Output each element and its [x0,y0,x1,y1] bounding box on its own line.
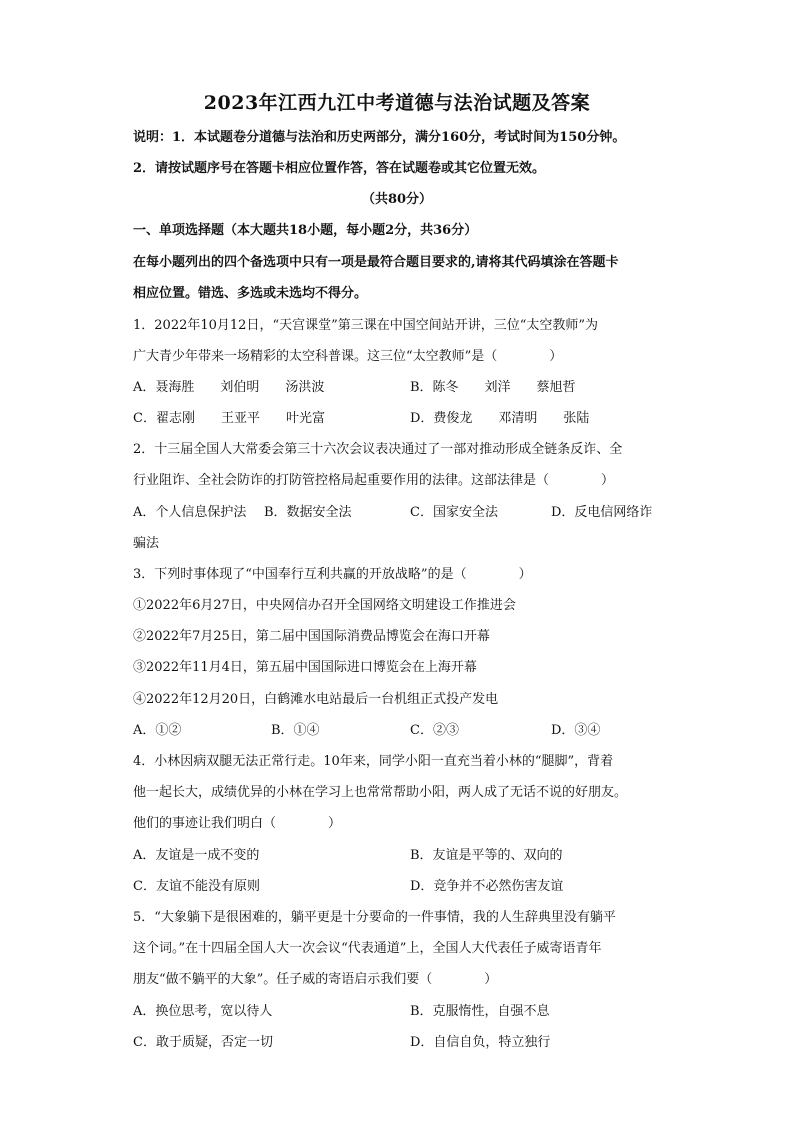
q3-item-2: ②2022年7月25日，第二届中国国际消费品博览会在海口开幕 [133,629,490,644]
q2-option-a: A．个人信息保护法 [133,505,247,520]
q5-option-a: A．换位思考，宽以待人 [133,1004,273,1019]
q1-option-c: C．翟志刚 王亚平 叶光富 [133,411,325,426]
q5-stem-line-3: 朋友“做不躺平的大象”。任子威的寄语启示我们要（ ） [133,972,498,987]
q2-stem-line-1: 2．十三届全国人大常委会第三十六次会议表决通过了一部对推动形成全链条反诈、全 [133,442,623,457]
score-total: （共80分） [361,192,433,207]
q2-option-d: D．反电信网络诈 [551,505,653,520]
q5-option-c: C．敢于质疑，否定一切 [133,1035,273,1050]
q1-option-b: B．陈冬 刘洋 蔡旭哲 [410,380,576,395]
q1-stem-line-1: 1．2022年10月12日，“天宫课堂”第三课在中国空间站开讲，三位“太空教师”为 [133,318,599,333]
q2-option-b: B．数据安全法 [264,505,352,520]
q3-stem: 3．下列时事体现了“中国奉行互利共赢的开放战略”的是（ ） [133,567,532,582]
q5-stem-line-2: 这个词。”在十四届全国人大一次会议“代表通道”上，全国人大代表任子威寄语青年 [133,941,602,956]
q3-option-d: D．③④ [551,723,601,738]
section-instruction-line-2: 相应位置。错选、多选或未选均不得分。 [133,286,368,301]
q5-option-b: B．克服惰性，自强不息 [410,1004,550,1019]
section-instruction-line-1: 在每小题列出的四个备选项中只有一项是最符合题目要求的,请将其代码填涂在答题卡 [133,255,619,270]
q3-option-a: A．①② [133,723,182,738]
instruction-note-1: 说明：1．本试题卷分道德与法治和历史两部分，满分160分，考试时间为150分钟。 [133,130,626,145]
q2-stem-line-2: 行业阻诈、全社会防诈的打防管控格局起重要作用的法律。这部法律是（ ） [133,473,615,488]
q4-option-c: C．友谊不能没有原则 [133,879,260,894]
instruction-note-2: 2．请按试题序号在答题卡相应位置作答，答在试题卷或其它位置无效。 [133,161,546,176]
q2-option-d-continued: 骗法 [133,536,160,551]
q5-stem-line-1: 5．“大象躺下是很困难的，躺平更是十分要命的一件事情，我的人生辞典里没有躺平 [133,910,616,925]
q1-stem-line-2: 广大青少年带来一场精彩的太空科普课。这三位“太空教师”是（ ） [133,349,563,364]
q4-stem-line-3: 他们的事迹让我们明白（ ） [133,816,342,831]
q4-stem-line-2: 他一起长大，成绩优异的小林在学习上也常常帮助小阳，两人成了无话不说的好朋友。 [133,785,628,800]
q4-option-a: A．友谊是一成不变的 [133,848,260,863]
q3-option-b: B．①④ [271,723,320,738]
q2-option-c: C．国家安全法 [410,505,498,520]
q4-stem-line-1: 4．小林因病双腿无法正常行走。10年来，同学小阳一直充当着小林的“腿脚”，背着 [133,754,614,769]
q3-item-4: ④2022年12月20日，白鹤滩水电站最后一台机组正式投产发电 [133,692,499,707]
q5-option-d: D．自信自负，特立独行 [410,1035,551,1050]
q3-item-3: ③2022年11月4日，第五届中国国际进口博览会在上海开幕 [133,660,477,675]
q1-option-a: A．聂海胜 刘伯明 汤洪波 [133,380,325,395]
page-title: 2023年江西九江中考道德与法治试题及答案 [203,92,591,114]
q3-item-1: ①2022年6月27日，中央网信办召开全国网络文明建设工作推进会 [133,598,516,613]
q3-option-c: C．②③ [410,723,459,738]
q4-option-d: D．竞争并不必然伤害友谊 [410,879,564,894]
q1-option-d: D．费俊龙 邓清明 张陆 [410,411,590,426]
section-title: 一、单项选择题（本大题共18小题，每小题2分，共36分） [133,223,478,238]
q4-option-b: B．友谊是平等的、双向的 [410,848,563,863]
